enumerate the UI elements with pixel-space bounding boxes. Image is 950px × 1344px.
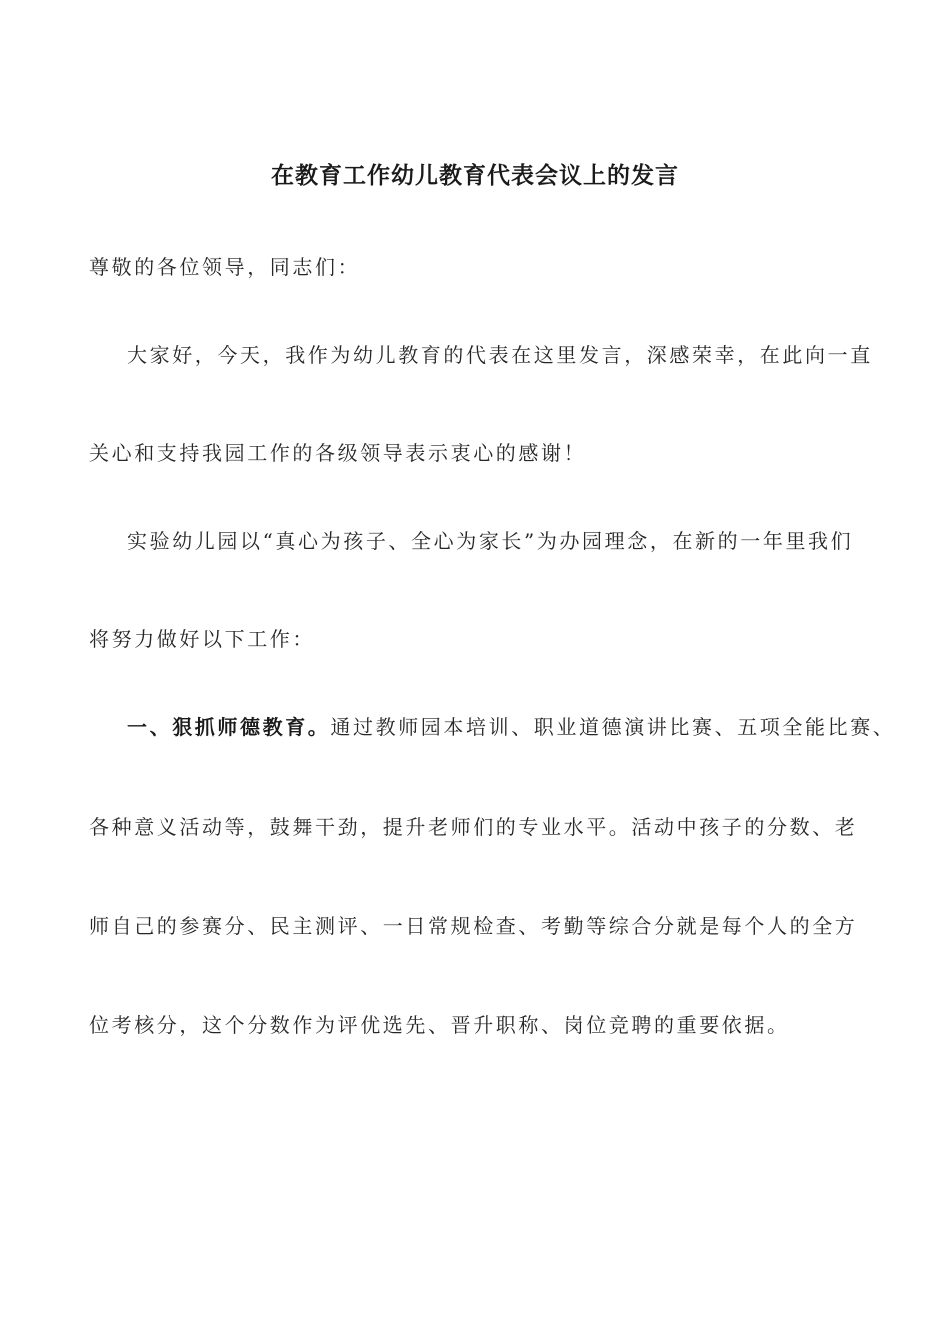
paragraph3-line1 <box>127 713 895 741</box>
paragraph2-line2: 将努力做好以下工作： <box>89 627 315 651</box>
paragraph3-line3: 师自己的参赛分、民主测评、一日常规检查、考勤等综合分就是每个人的全方 <box>89 914 858 938</box>
paragraph3-heading: 一、狠抓师德教育。 <box>127 715 331 739</box>
salutation: 尊敬的各位领导，同志们： <box>89 255 361 279</box>
document-title: 在教育工作幼儿教育代表会议上的发言 <box>271 162 679 189</box>
paragraph3-line4: 位考核分，这个分数作为评优选先、晋升职称、岗位竞聘的重要依据。 <box>89 1013 790 1037</box>
paragraph3-line2: 各种意义活动等，鼓舞干劲，提升老师们的专业水平。活动中孩子的分数、老 <box>89 815 858 839</box>
paragraph1-line2: 关心和支持我园工作的各级领导表示衷心的感谢！ <box>89 441 587 465</box>
paragraph2-line1: 实验幼儿园以“真心为孩子、全心为家长”为办园理念，在新的一年里我们 <box>127 529 854 553</box>
paragraph1-line1: 大家好，今天，我作为幼儿教育的代表在这里发言，深感荣幸，在此向一直 <box>127 343 873 367</box>
paragraph3-line1-text: 通过教师园本培训、职业道德演讲比赛、五项全能比赛、 <box>330 715 896 739</box>
